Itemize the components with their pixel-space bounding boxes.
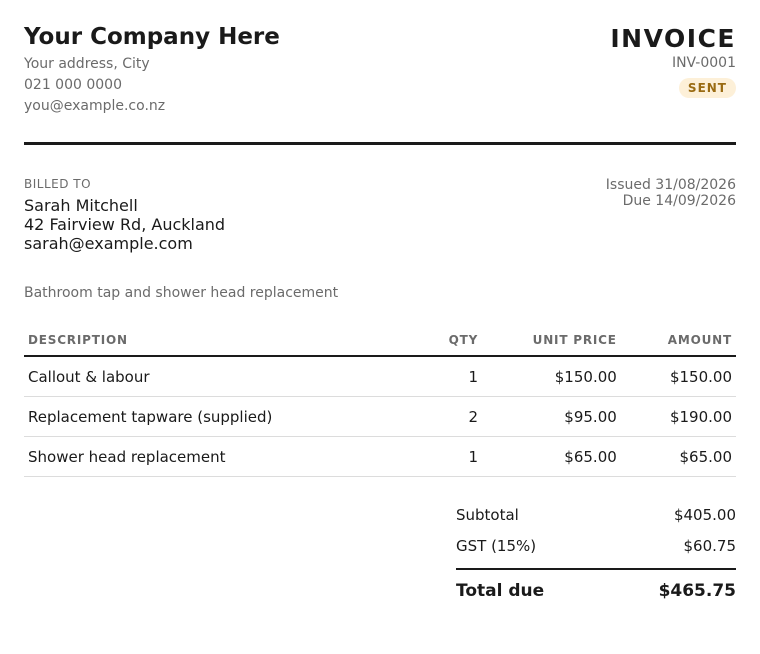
invoice-header	[610, 24, 736, 98]
table-row	[24, 356, 736, 397]
due-date: Due 14/09/2026	[622, 193, 736, 209]
subtotal-value: $405.00	[673, 506, 736, 524]
table-row	[24, 397, 736, 437]
row-amount: $65.00	[621, 437, 736, 477]
invoice-dates	[606, 177, 736, 209]
header-description: DESCRIPTION	[24, 325, 423, 356]
row-unit-price: $150.00	[482, 356, 621, 397]
row-unit-price: $95.00	[482, 397, 621, 437]
table-row	[24, 437, 736, 477]
billed-to-label: BILLED TO	[24, 177, 92, 191]
issued-date: Issued 31/08/2026	[605, 177, 736, 193]
total-due-value: $465.75	[658, 581, 736, 601]
row-qty: 2	[423, 397, 483, 437]
client-name: Sarah Mitchell	[24, 196, 138, 215]
client-address: 42 Fairview Rd, Auckland	[24, 215, 226, 234]
job-description: Bathroom tap and shower head replacement	[24, 285, 339, 301]
row-unit-price: $65.00	[482, 437, 621, 477]
company-email: you@example.co.nz	[24, 98, 166, 114]
row-description: Replacement tapware (supplied)	[24, 397, 423, 437]
row-amount: $150.00	[621, 356, 736, 397]
company-address: Your address, City	[24, 56, 150, 72]
row-description: Shower head replacement	[24, 437, 423, 477]
invoice-number: INV-0001	[671, 55, 736, 71]
billed-to-block	[24, 176, 225, 253]
row-amount: $190.00	[621, 397, 736, 437]
row-qty: 1	[423, 356, 483, 397]
header-qty: QTY	[423, 325, 483, 356]
status-badge: SENT	[679, 78, 736, 98]
row-description: Callout & labour	[24, 356, 423, 397]
total-due-row	[456, 568, 736, 610]
client-email: sarah@example.com	[24, 234, 193, 253]
company-name: Your Company Here	[24, 24, 280, 50]
invoice-title: INVOICE	[610, 24, 736, 53]
header-unit-price: UNIT PRICE	[482, 325, 621, 356]
gst-row	[456, 531, 736, 562]
header-amount: AMOUNT	[621, 325, 736, 356]
header-divider	[24, 142, 736, 145]
gst-label: GST (15%)	[456, 537, 537, 555]
table-header-row	[24, 325, 736, 356]
company-phone: 021 000 0000	[24, 77, 122, 93]
line-items-table	[24, 325, 736, 477]
total-due-label: Total due	[456, 581, 545, 601]
company-block	[24, 24, 280, 117]
subtotal-label: Subtotal	[456, 506, 519, 524]
subtotal-row	[456, 500, 736, 531]
totals-block	[456, 500, 736, 610]
row-qty: 1	[423, 437, 483, 477]
gst-value: $60.75	[683, 537, 736, 555]
